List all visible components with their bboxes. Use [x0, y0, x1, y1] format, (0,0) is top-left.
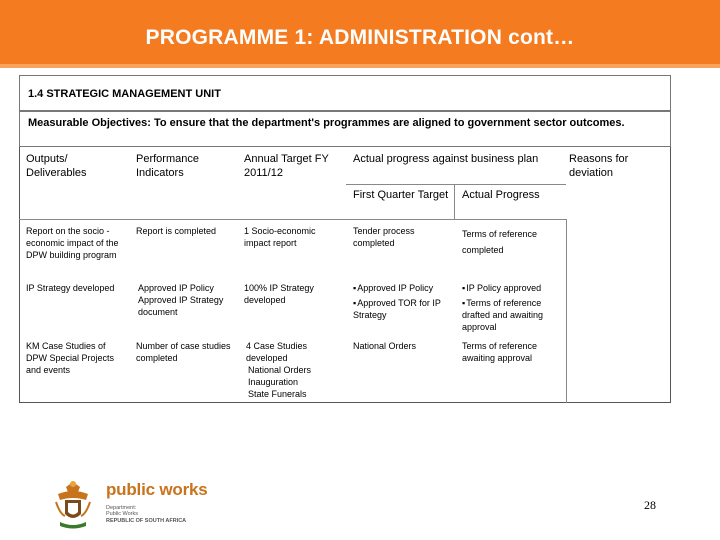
table-row-2-output: IP Strategy developed — [26, 283, 115, 293]
subheader-divider — [346, 184, 566, 185]
table-row-1-q1-target: Tender process completed — [353, 226, 415, 248]
header-actual-progress: Actual progress against business plan — [353, 153, 539, 165]
reasons-column-border — [566, 219, 567, 403]
table-row-2-indicator-2: Approved IP Strategy document — [138, 295, 224, 317]
header-reasons: Reasons for deviation — [569, 153, 629, 179]
table-row-3-output: KM Case Studies of DPW Special Projects and events — [26, 341, 115, 375]
brand-country: REPUBLIC OF SOUTH AFRICA — [106, 518, 187, 524]
table-row-3-annual-target-3: Inauguration — [248, 377, 299, 387]
table-row-3-actual: Terms of reference awaiting approval — [462, 341, 538, 363]
table-row-1-indicator: Report is completed — [136, 226, 217, 236]
subheader-column-divider — [454, 184, 455, 219]
header-first-quarter: First Quarter Target — [353, 189, 449, 201]
table-row-1-actual-1: Terms of reference — [462, 229, 538, 239]
header-outputs: Outputs/ Deliverables — [26, 153, 87, 179]
table-row-2-q1-target-2: ▪ Approved TOR for IP Strategy — [353, 297, 448, 321]
table-row-1-output: Report on the socio -economic impact of the DPW building program — [26, 226, 119, 260]
table-row-3-annual-target-2: National Orders — [248, 365, 312, 375]
table-row-2-annual-target: 100% IP Strategy developed — [244, 283, 314, 305]
header-actual: Actual Progress — [462, 189, 540, 201]
table-row-2-q1-target-1: ▪ Approved IP Policy — [353, 282, 453, 294]
header-annual-target: Annual Target FY 2011/12 — [244, 153, 329, 179]
table-row-2-actual-1: ▪ IP Policy approved — [462, 282, 562, 294]
coat-of-arms-logo — [52, 478, 94, 532]
page-title: PROGRAMME 1: ADMINISTRATION cont… — [145, 26, 575, 49]
table-row-3-q1-target: National Orders — [353, 341, 417, 351]
header-accent-strip — [0, 64, 720, 68]
table-row-1-annual-target: 1 Socio-economic impact report — [244, 226, 316, 248]
table-row-2-indicator-1: Approved IP Policy — [138, 283, 214, 293]
table-row-2-actual-2: ▪ Terms of reference drafted and awaiting approval — [462, 297, 562, 333]
header-bottom-line — [19, 219, 566, 220]
brand-public-works: Public Works — [106, 511, 138, 517]
header-indicators: Performance Indicators — [136, 153, 199, 179]
table-row-3-indicator: Number of case studies completed — [136, 341, 231, 363]
brand-name: public works — [106, 480, 208, 499]
table-row-1-actual-2: completed — [462, 245, 504, 255]
section-title: 1.4 STRATEGIC MANAGEMENT UNIT — [19, 75, 671, 111]
table-row-3-annual-target-1: 4 Case Studies developed — [246, 341, 308, 363]
page-number: 28 — [644, 498, 656, 512]
brand-department: Department: — [106, 505, 137, 511]
table-row-3-annual-target-4: State Funerals — [248, 389, 307, 399]
measurable-objectives: Measurable Objectives: To ensure that the department's programmes are aligned to government sector outcomes. — [19, 111, 671, 147]
